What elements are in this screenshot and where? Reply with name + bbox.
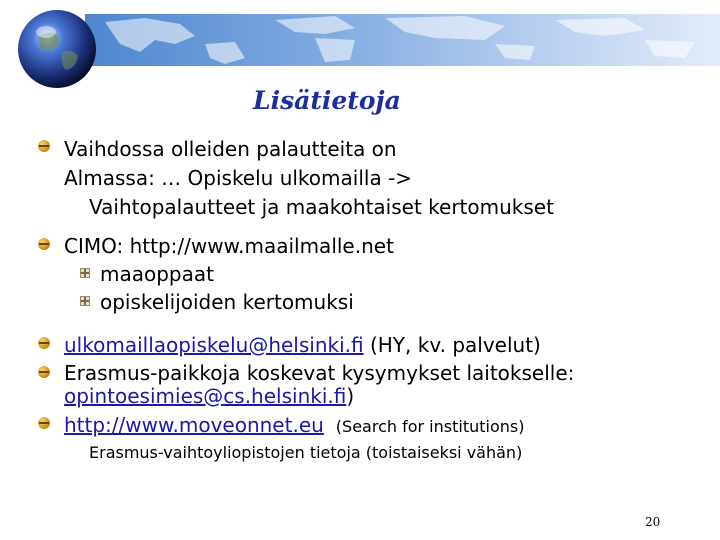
bullet1-line2: Almassa: … Opiskelu ulkomailla ->: [64, 166, 413, 190]
bullet1-line3: Vaihtopalautteet ja maakohtaiset kertomukset: [89, 195, 554, 219]
world-map-icon: [85, 14, 720, 66]
bullet4-line2: [64, 384, 354, 408]
email-link-opintoesimies[interactable]: opintoesimies@cs.helsinki.fi: [64, 384, 347, 408]
slide-title: Lisätietoja: [253, 86, 401, 115]
bullet4-rest: ): [346, 384, 355, 408]
bullet4-line1: Erasmus-paikkoja koskevat kysymykset laitokselle:: [64, 361, 575, 385]
square-bullet-icon: [80, 296, 90, 306]
bullet5-line2: Erasmus-vaihtoyliopistojen tietoja (toistaiseksi vähän): [89, 443, 523, 462]
sub-bullet-kertomuksi: opiskelijoiden kertomuksi: [100, 290, 354, 314]
world-map-banner: [85, 14, 720, 66]
email-link-ulkomaillaopiskelu[interactable]: ulkomaillaopiskelu@helsinki.fi: [64, 333, 364, 357]
url-link-moveonnet[interactable]: http://www.moveonnet.eu: [64, 413, 324, 437]
page-number: 20: [645, 515, 661, 529]
bullet1-line1: Vaihdossa olleiden palautteita on: [64, 137, 397, 161]
round-bullet-icon: [38, 366, 50, 378]
bullet2-cimo: CIMO: http://www.maailmalle.net: [64, 234, 394, 258]
round-bullet-icon: [38, 140, 50, 152]
square-bullet-icon: [80, 268, 90, 278]
bullet5-line1: [64, 413, 524, 437]
bullet3-rest: (HY, kv. palvelut): [363, 333, 541, 357]
round-bullet-icon: [38, 238, 50, 250]
round-bullet-icon: [38, 337, 50, 349]
round-bullet-icon: [38, 417, 50, 429]
sub-bullet-maaoppaat: maaoppaat: [100, 262, 214, 286]
bullet5-note: (Search for institutions): [335, 417, 525, 436]
bullet3-line: [64, 333, 541, 357]
globe-icon: [16, 8, 98, 90]
